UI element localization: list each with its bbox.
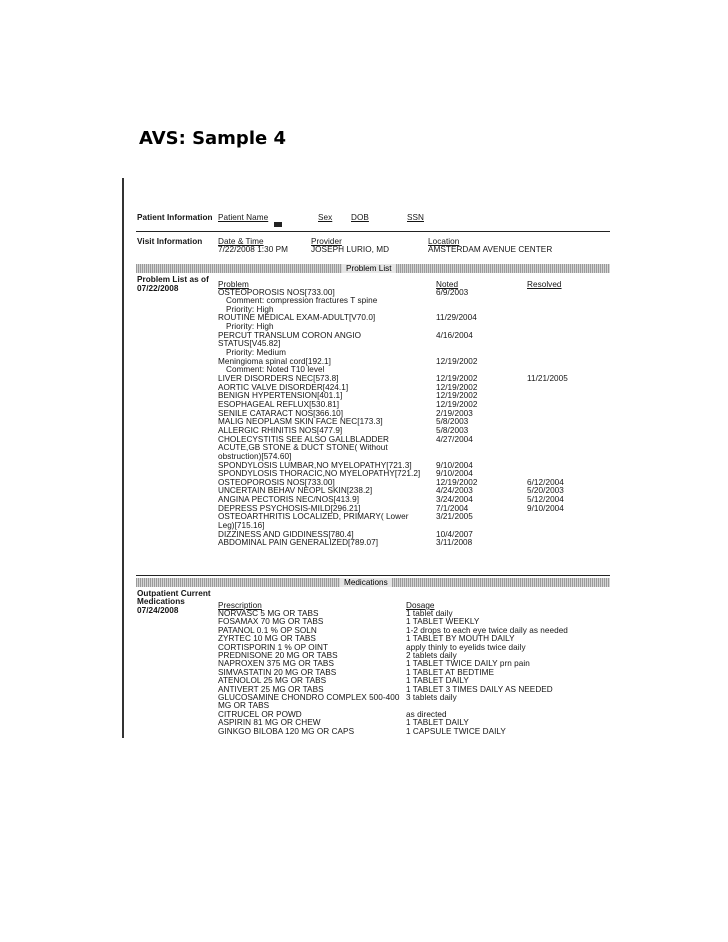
problem-noted-date: 11/29/2004	[436, 313, 477, 323]
page-heading: AVS: Sample 4	[139, 128, 286, 149]
problem-noted-date: 9/10/2004	[436, 469, 473, 479]
problem-resolved-date: 5/20/2003	[527, 486, 564, 496]
prescription-name: PREDNISONE 20 MG OR TABS	[218, 651, 338, 660]
problem-noted-date: 12/19/2002	[436, 374, 478, 383]
medications-side-label: Outpatient Current	[137, 589, 211, 598]
medications-side-label-2: Medications	[137, 597, 185, 606]
prescription-dosage: 1-2 drops to each eye twice daily as needed	[406, 625, 568, 635]
problem-name: Comment: Noted T10 level	[226, 365, 325, 375]
problem-resolved-date: 9/10/2004	[527, 503, 564, 513]
divider	[136, 231, 610, 232]
problem-resolved-date: 11/21/2005	[527, 374, 568, 383]
problem-noted-date: 4/27/2004	[436, 434, 473, 444]
prescription-name: NORVASC 5 MG OR TABS	[218, 609, 319, 618]
prescription-dosage: 1 TABLET 3 TIMES DAILY AS NEEDED	[406, 684, 553, 694]
problem-resolved-date: 6/12/2004	[527, 477, 564, 487]
problem-list-date: 07/22/2008	[137, 284, 179, 293]
problem-name: Priority: Medium	[226, 348, 286, 358]
prescription-dosage: 1 TABLET DAILY	[406, 718, 469, 728]
problem-header: Problem	[218, 280, 249, 289]
medications-date: 07/24/2008	[137, 606, 179, 615]
medications-title: Medications	[340, 578, 392, 587]
problem-resolved-date: 5/12/2004	[527, 495, 564, 505]
visit-info-label: Visit Information	[137, 237, 203, 246]
problem-name: SPONDYLOSIS THORACIC,NO MYELOPATHY[721.2]	[218, 469, 421, 479]
problem-noted-date: 10/4/2007	[436, 529, 473, 539]
prescription-name: NAPROXEN 375 MG OR TABS	[218, 659, 334, 669]
problem-name: BENIGN HYPERTENSION[401.1]	[218, 391, 343, 401]
prescription-dosage: 1 tablet daily	[406, 609, 453, 618]
visit-date: 7/22/2008 1:30 PM	[218, 245, 289, 254]
problem-noted-date: 4/16/2004	[436, 330, 473, 340]
prescription-name: GINKGO BILOBA 120 MG OR CAPS	[218, 726, 355, 736]
dob-header: DOB	[351, 213, 369, 222]
problem-name: DIZZINESS AND GIDDINESS[780.4]	[218, 529, 354, 539]
patient-name-header: Patient Name	[218, 213, 269, 222]
prescription-name: SIMVASTATIN 20 MG OR TABS	[218, 667, 337, 677]
provider-header: Provider	[311, 237, 342, 246]
problem-noted-date: 12/19/2002	[436, 356, 478, 366]
problem-noted-date: 5/8/2003	[436, 417, 469, 427]
prescription-dosage: 1 TABLET BY MOUTH DAILY	[406, 634, 515, 644]
prescription-name: CITRUCEL OR POWD	[218, 709, 302, 719]
problem-noted-date: 4/24/2003	[436, 486, 473, 496]
problem-noted-date: 12/19/2002	[436, 382, 478, 392]
problem-name: UNCERTAIN BEHAV NEOPL SKIN[238.2]	[218, 486, 373, 496]
problem-name: SENILE CATARACT NOS[366.10]	[218, 408, 344, 418]
prescription-dosage: 1 TABLET WEEKLY	[406, 617, 480, 627]
problem-name: ROUTINE MEDICAL EXAM-ADULT[V70.0]	[218, 313, 376, 323]
prescription-dosage: 1 TABLET AT BEDTIME	[406, 667, 495, 677]
problem-noted-date: 3/11/2008	[436, 538, 473, 548]
prescription-name: ANTIVERT 25 MG OR TABS	[218, 684, 324, 694]
problem-name: ACUTE,GB STONE & DUCT STONE( Without	[218, 443, 388, 453]
problem-name: ABDOMINAL PAIN GENERALIZED[789.07]	[218, 538, 379, 548]
scan-edge	[122, 178, 124, 738]
problem-name: CHOLECYSTITIS SEE ALSO GALLBLADDER	[218, 434, 389, 444]
problem-noted-date: 2/19/2003	[436, 408, 473, 418]
problem-noted-date: 12/19/2002	[436, 477, 478, 487]
prescription-name: ZYRTEC 10 MG OR TABS	[218, 634, 316, 644]
ssn-header: SSN	[407, 213, 424, 222]
problem-noted-date: 5/8/2003	[436, 425, 469, 435]
problem-noted-date: 12/19/2002	[436, 399, 478, 409]
problem-name: DEPRESS PSYCHOSIS-MILD[296.21]	[218, 503, 361, 513]
prescription-name: PATANOL 0.1 % OP SOLN	[218, 625, 317, 635]
date-time-header: Date & Time	[218, 237, 264, 246]
prescription-name: MG OR TABS	[218, 701, 270, 711]
problem-name: Leg)[715.16]	[218, 521, 265, 531]
problem-noted-date: 3/24/2004	[436, 495, 473, 505]
prescription-name: ASPIRIN 81 MG OR CHEW	[218, 718, 321, 728]
problem-name: SPONDYLOSIS LUMBAR,NO MYELOPATHY[721.3]	[218, 460, 412, 470]
problem-name: Comment: compression fractures T spine	[226, 296, 378, 306]
prescription-dosage: 1 CAPSULE TWICE DAILY	[406, 726, 506, 736]
problem-name: MALIG NEOPLASM SKIN FACE NEC[173.3]	[218, 417, 383, 427]
prescription-name: GLUCOSAMINE CHONDRO COMPLEX 500-400	[218, 693, 400, 702]
problem-noted-date: 6/9/2003	[436, 287, 469, 297]
problem-noted-date: 12/19/2002	[436, 391, 478, 401]
prescription-name: ATENOLOL 25 MG OR TABS	[218, 676, 327, 686]
scanned-document	[122, 178, 614, 738]
prescription-dosage: as directed	[406, 709, 447, 719]
problem-list-title: Problem List	[342, 264, 396, 273]
problem-name: Meningioma spinal cord[192.1]	[218, 356, 331, 366]
visit-location: AMSTERDAM AVENUE CENTER	[428, 245, 553, 254]
problem-name: LIVER DISORDERS NEC[573.8]	[218, 374, 339, 383]
problem-name: PERCUT TRANSLUM CORON ANGIO	[218, 330, 361, 340]
problem-name: STATUS[V45.82]	[218, 339, 281, 349]
problem-noted-date: 3/21/2005	[436, 512, 473, 522]
prescription-dosage: 2 tablets daily	[406, 651, 457, 660]
problem-name: ESOPHAGEAL REFLUX[530.81]	[218, 399, 340, 409]
problem-name: OSTEOPOROSIS NOS[733.00]	[218, 477, 335, 487]
problem-name: AORTIC VALVE DISORDER[424.1]	[218, 382, 349, 392]
problem-list-side-label: Problem List as of	[137, 275, 209, 284]
sex-header: Sex	[318, 213, 333, 222]
problem-name: OSTEOPOROSIS NOS[733.00]	[218, 287, 335, 297]
prescription-header: Prescription	[218, 601, 262, 610]
divider	[136, 575, 610, 576]
patient-info-label: Patient Information	[137, 213, 213, 222]
prescription-dosage: apply thinly to eyelids twice daily	[406, 642, 526, 652]
dosage-header: Dosage	[406, 601, 435, 610]
prescription-dosage: 3 tablets daily	[406, 693, 457, 702]
problem-name: ALLERGIC RHINITIS NOS[477.9]	[218, 425, 343, 435]
problem-name: obstruction)[574.60]	[218, 451, 292, 461]
problem-noted-date: 7/1/2004	[436, 503, 469, 513]
prescription-name: CORTISPORIN 1 % OP OINT	[218, 642, 329, 652]
location-header: Location	[428, 237, 460, 246]
problem-noted-date: 9/10/2004	[436, 460, 473, 470]
problem-name: Priority: High	[226, 304, 274, 314]
prescription-dosage: 1 TABLET DAILY	[406, 676, 469, 686]
visit-provider: JOSEPH LURIO, MD	[311, 245, 390, 254]
prescription-name: FOSAMAX 70 MG OR TABS	[218, 617, 324, 627]
noted-header: Noted	[436, 280, 459, 289]
prescription-dosage: 1 TABLET TWICE DAILY prn pain	[406, 659, 530, 669]
problem-name: ANGINA PECTORIS NEC/NOS[413.9]	[218, 495, 360, 505]
problem-name: Priority: High	[226, 322, 274, 332]
resolved-header: Resolved	[527, 280, 562, 289]
problem-name: OSTEOARTHRITIS LOCALIZED, PRIMARY( Lower	[218, 512, 409, 522]
redaction-mark	[274, 222, 282, 227]
